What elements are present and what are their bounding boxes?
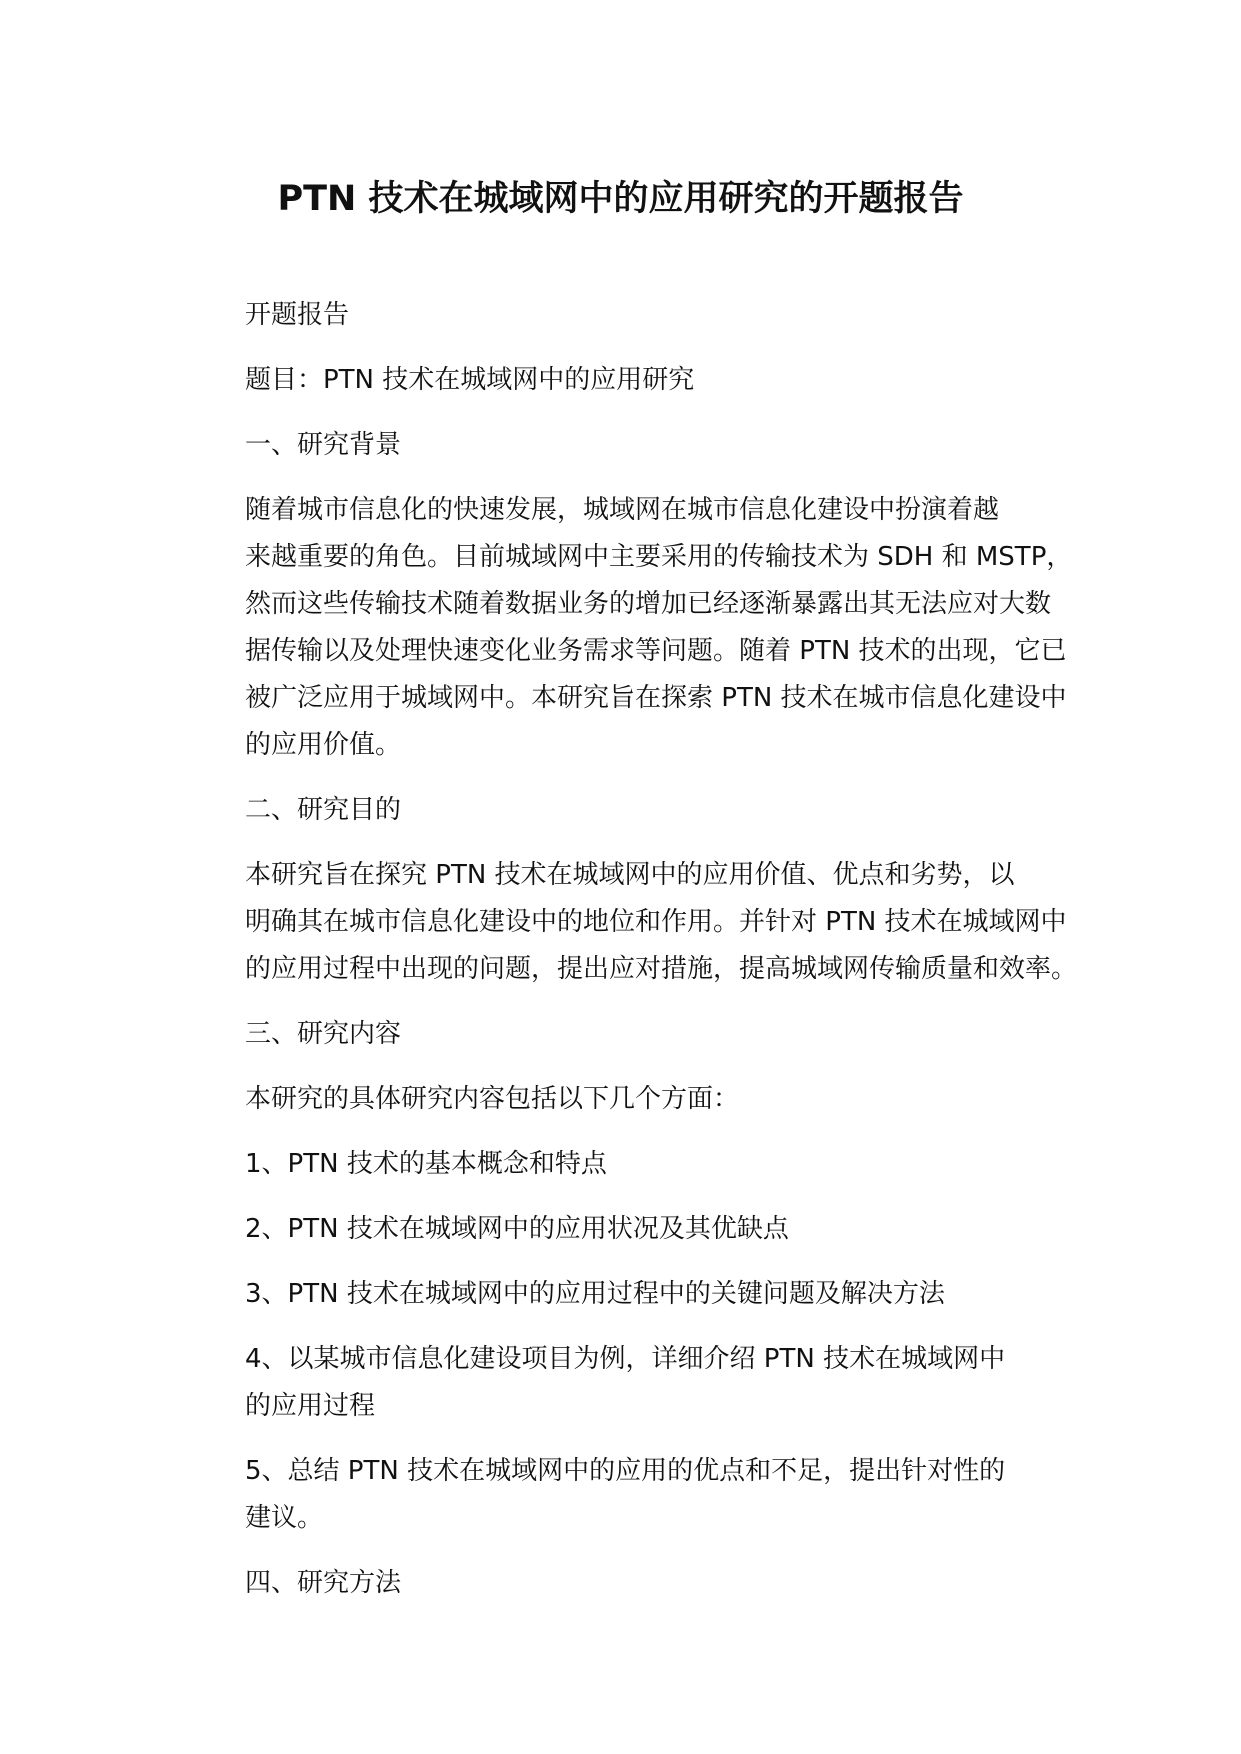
text-line: 据传输以及处理快速变化业务需求等问题。随着 PTN 技术的出现，它已 [245, 636, 1067, 666]
text-line: 三、研究内容 [245, 1019, 402, 1049]
text-line: 2、PTN 技术在城域网中的应用状况及其优缺点 [245, 1214, 789, 1244]
text-line: 一、研究背景 [245, 430, 402, 460]
text-line: 建议。 [245, 1503, 324, 1533]
text-line: 题目：PTN 技术在城域网中的应用研究 [245, 365, 695, 395]
text-line: 随着城市信息化的快速发展，城域网在城市信息化建设中扮演着越 [245, 495, 1000, 525]
text-line: 3、PTN 技术在城域网中的应用过程中的关键问题及解决方法 [245, 1279, 945, 1309]
list-item-2 [187, 1206, 1077, 1253]
list-item-5 [187, 1448, 1077, 1542]
text-line: 被广泛应用于城域网中。本研究旨在探索 PTN 技术在城市信息化建设中 [245, 683, 1067, 713]
text-line: 5、总结 PTN 技术在城域网中的应用的优点和不足，提出针对性的 [245, 1456, 1006, 1486]
document-title: PTN 技术在城域网中的应用研究的开题报告 [277, 179, 964, 219]
text-line: 的应用价值。 [245, 730, 402, 760]
text-line: 开题报告 [245, 300, 350, 330]
list-item-1 [187, 1141, 1077, 1188]
list-item-3 [187, 1271, 1077, 1318]
text-line: 1、PTN 技术的基本概念和特点 [245, 1149, 607, 1179]
paragraph-purpose [187, 852, 1077, 993]
paragraph-topic [187, 357, 1077, 404]
section-heading-background [187, 422, 1077, 469]
paragraph-content-intro [187, 1076, 1077, 1123]
text-line: 本研究旨在探究 PTN 技术在城域网中的应用价值、优点和劣势，以 [245, 860, 1015, 890]
text-line: 四、研究方法 [245, 1568, 402, 1598]
paragraph-report-heading [187, 292, 1077, 339]
text-line: 4、以某城市信息化建设项目为例，详细介绍 PTN 技术在城域网中 [245, 1344, 1006, 1374]
document-body [187, 292, 1077, 1625]
text-line: 明确其在城市信息化建设中的地位和作用。并针对 PTN 技术在城域网中 [245, 907, 1067, 937]
text-line: 的应用过程中出现的问题，提出应对措施，提高城域网传输质量和效率。 [245, 954, 1078, 984]
section-heading-content [187, 1011, 1077, 1058]
list-item-4 [187, 1336, 1077, 1430]
text-line: 二、研究目的 [245, 795, 402, 825]
text-line: 本研究的具体研究内容包括以下几个方面： [245, 1084, 740, 1114]
text-line: 然而这些传输技术随着数据业务的增加已经逐渐暴露出其无法应对大数 [245, 589, 1052, 619]
text-line: 的应用过程 [245, 1391, 376, 1421]
section-heading-method [187, 1560, 1077, 1607]
paragraph-background [187, 487, 1077, 769]
section-heading-purpose [187, 787, 1077, 834]
text-line: 来越重要的角色。目前城域网中主要采用的传输技术为 SDH 和 MSTP， [245, 542, 1073, 572]
